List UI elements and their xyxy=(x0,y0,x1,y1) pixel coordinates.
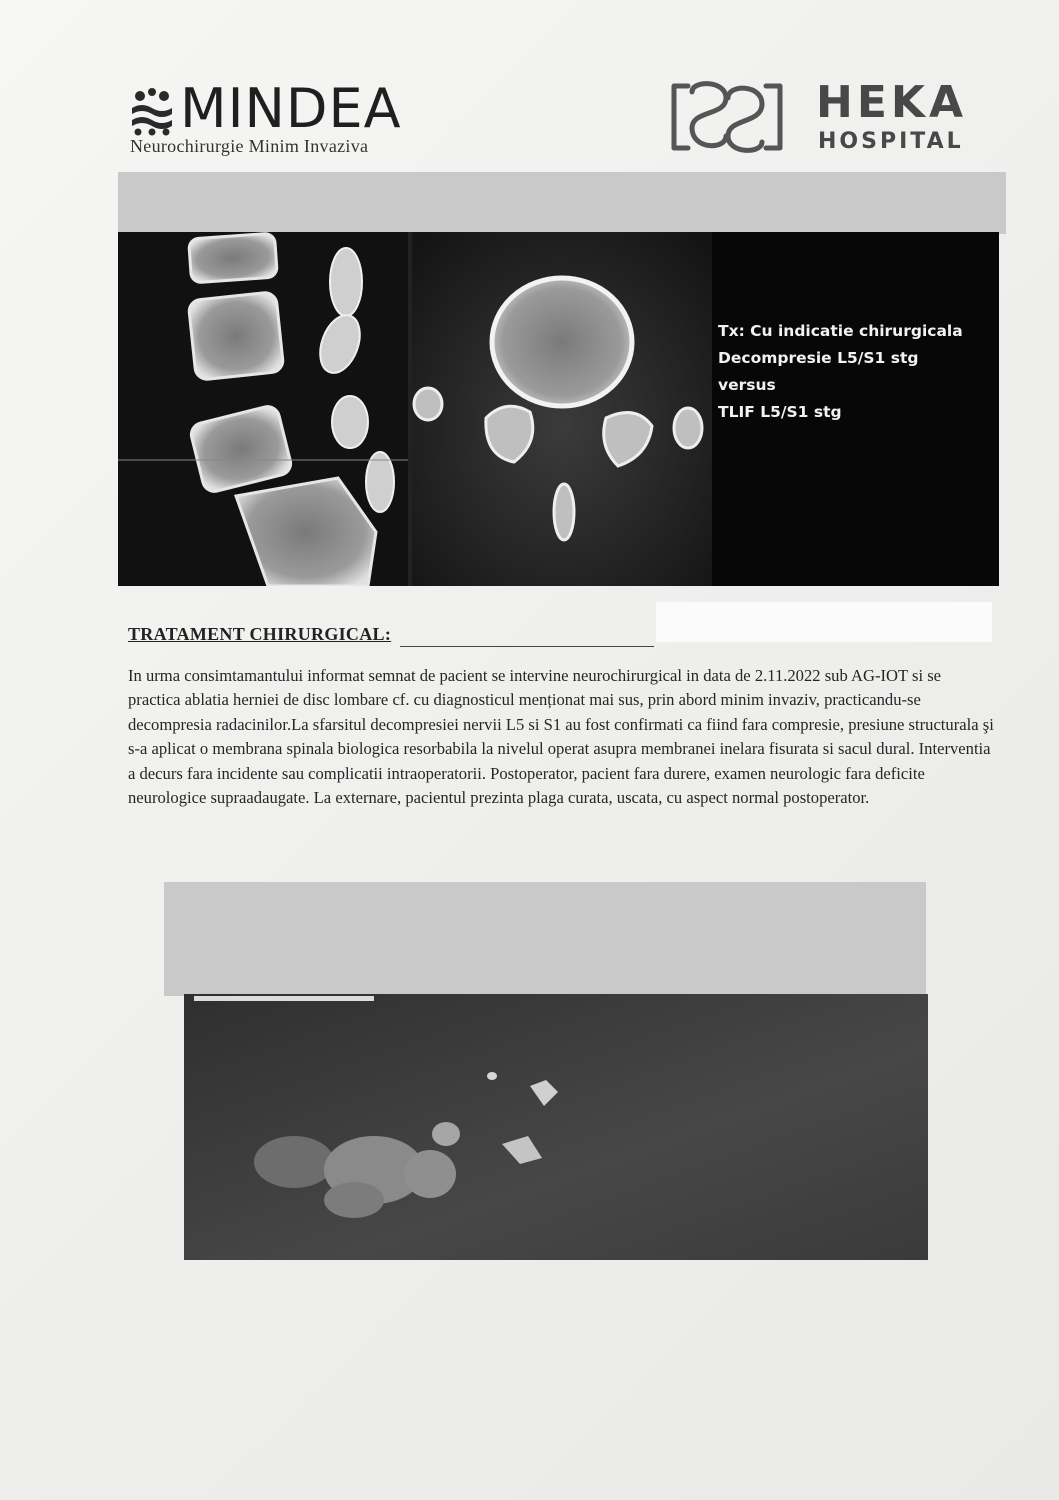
specimen-photo-image xyxy=(184,994,928,1260)
mindea-logo-icon xyxy=(126,86,176,136)
ct-note-line-3: versus xyxy=(718,376,776,394)
paragraph-text: In urma consimtamantului informat semnat de pacient se intervine neurochirurgical in data de 2.11.2022 sub AG-IOT si se practica ablatia herniei de disc lombare cf. cu diagnosticul menționat mai sus, prin abord minim invaziv, practicandu-se decompresia radacinilor.La sfarsitul decompresiei nervii L5 si S1 au fost confirmati ca fiind fara compresie, presiune structurala şi s-a aplicat o membrana spinala biologica resorbabila la nivelul operat asupra membranei inelara fisurata si sacul dural. Interventia a decurs fara incidente sau complicatii intraoperatorii. Postoperator, pacient fara durere, examen neurologic fara deficite neurologice supraadaugate. La externare, pacientul prezinta plaga curata, uscata, cu aspect normal postoperator. xyxy=(128,666,994,808)
ct-note-line-1: Tx: Cu indicatie chirurgicala xyxy=(718,322,963,340)
mindea-name: MINDEA xyxy=(180,77,402,140)
mindea-logo xyxy=(126,77,436,160)
heka-logo xyxy=(668,76,998,160)
mindea-subtitle: Neurochirurgie Minim Invaziva xyxy=(130,136,369,156)
section-heading: TRATAMENT CHIRURGICAL: xyxy=(128,624,392,644)
ct-note-line-4: TLIF L5/S1 stg xyxy=(718,403,842,421)
surgical-treatment-paragraph xyxy=(128,664,994,810)
heka-logo-icon xyxy=(668,76,786,158)
redacted-block-bottom xyxy=(164,882,926,996)
heka-name: HEKA xyxy=(816,77,968,128)
redacted-block-heading xyxy=(656,602,992,642)
redacted-block-top xyxy=(118,172,1006,234)
ct-treatment-note xyxy=(718,318,963,426)
heka-subtitle: HOSPITAL xyxy=(818,129,964,154)
specimen-photo xyxy=(184,994,928,1260)
heading-underline xyxy=(400,646,654,647)
ct-note-line-2: Decompresie L5/S1 stg xyxy=(718,349,919,367)
ct-scan-panel xyxy=(118,232,999,586)
